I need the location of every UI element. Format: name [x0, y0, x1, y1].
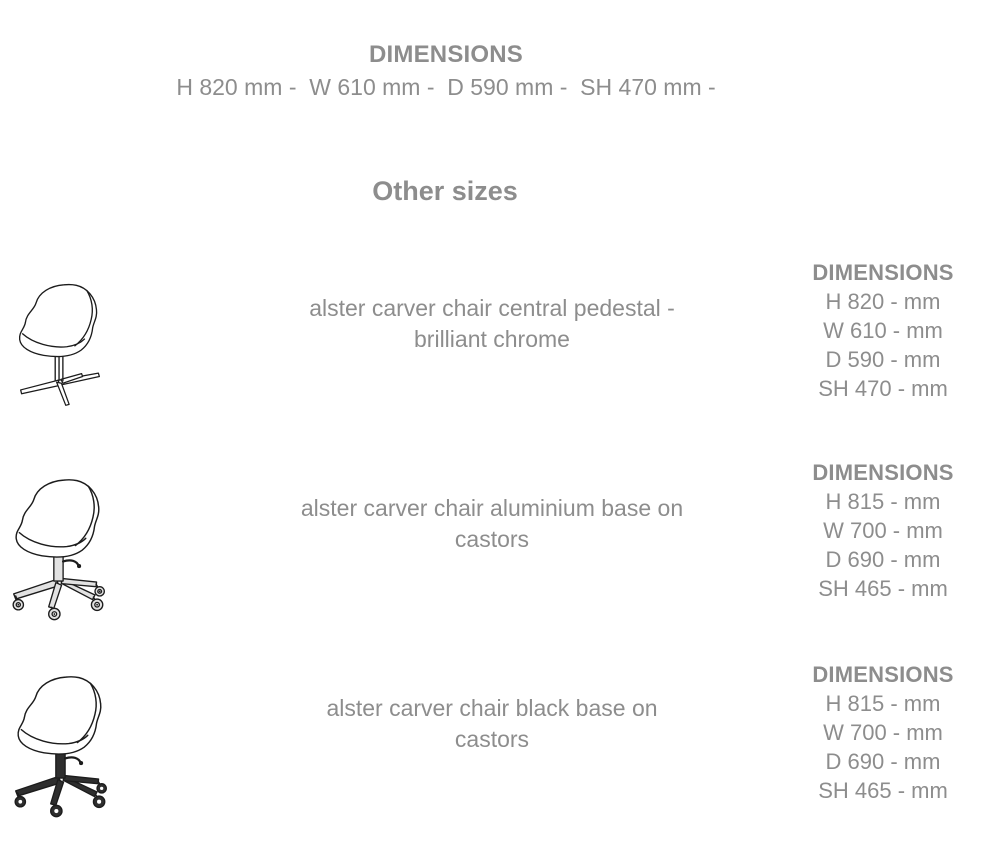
chair-black-castor-base-illustration [10, 673, 113, 819]
dimension-line-depth: D 690 - mm [825, 749, 941, 774]
dimension-line-height: H 815 - mm [825, 691, 941, 716]
variant-description-line1: alster carver chair black base on [326, 695, 658, 721]
dimension-line-seat-height: SH 465 - mm [818, 778, 948, 803]
variant-description-line2: castors [454, 726, 530, 752]
variant-description-line2: brilliant chrome [414, 326, 570, 352]
variant-dimensions-block [783, 458, 983, 603]
dimension-line-height: H 820 - mm [825, 289, 941, 314]
page-dimensions-title: DIMENSIONS [368, 41, 523, 68]
variant-description [292, 293, 692, 355]
chair-central-pedestal-illustration [12, 281, 108, 410]
dimension-line-height: H 815 - mm [825, 489, 941, 514]
dimension-line-width: W 700 - mm [823, 720, 943, 745]
page-dimensions-values: H 820 mm - W 610 mm - D 590 mm - SH 470 mm - [176, 74, 716, 100]
variant-dimensions-title: DIMENSIONS [812, 662, 954, 687]
other-sizes-heading: Other sizes [372, 176, 518, 206]
dimension-line-width: W 700 - mm [823, 518, 943, 543]
variant-description-line1: alster carver chair aluminium base on [300, 495, 684, 521]
chair-aluminium-castor-base-illustration [8, 476, 111, 622]
variant-description-line2: castors [454, 526, 530, 552]
variant-dimensions-title: DIMENSIONS [812, 460, 954, 485]
variant-dimensions-block [783, 258, 983, 403]
variant-dimensions-block [783, 660, 983, 805]
variant-description-line1: alster carver chair central pedestal - [309, 295, 675, 321]
dimension-line-depth: D 590 - mm [825, 347, 941, 372]
dimension-line-seat-height: SH 465 - mm [818, 576, 948, 601]
variant-description [292, 693, 692, 755]
dimension-line-width: W 610 - mm [823, 318, 943, 343]
variant-description [292, 493, 692, 555]
dimension-line-depth: D 690 - mm [825, 547, 941, 572]
variant-dimensions-title: DIMENSIONS [812, 260, 954, 285]
dimension-line-seat-height: SH 470 - mm [818, 376, 948, 401]
